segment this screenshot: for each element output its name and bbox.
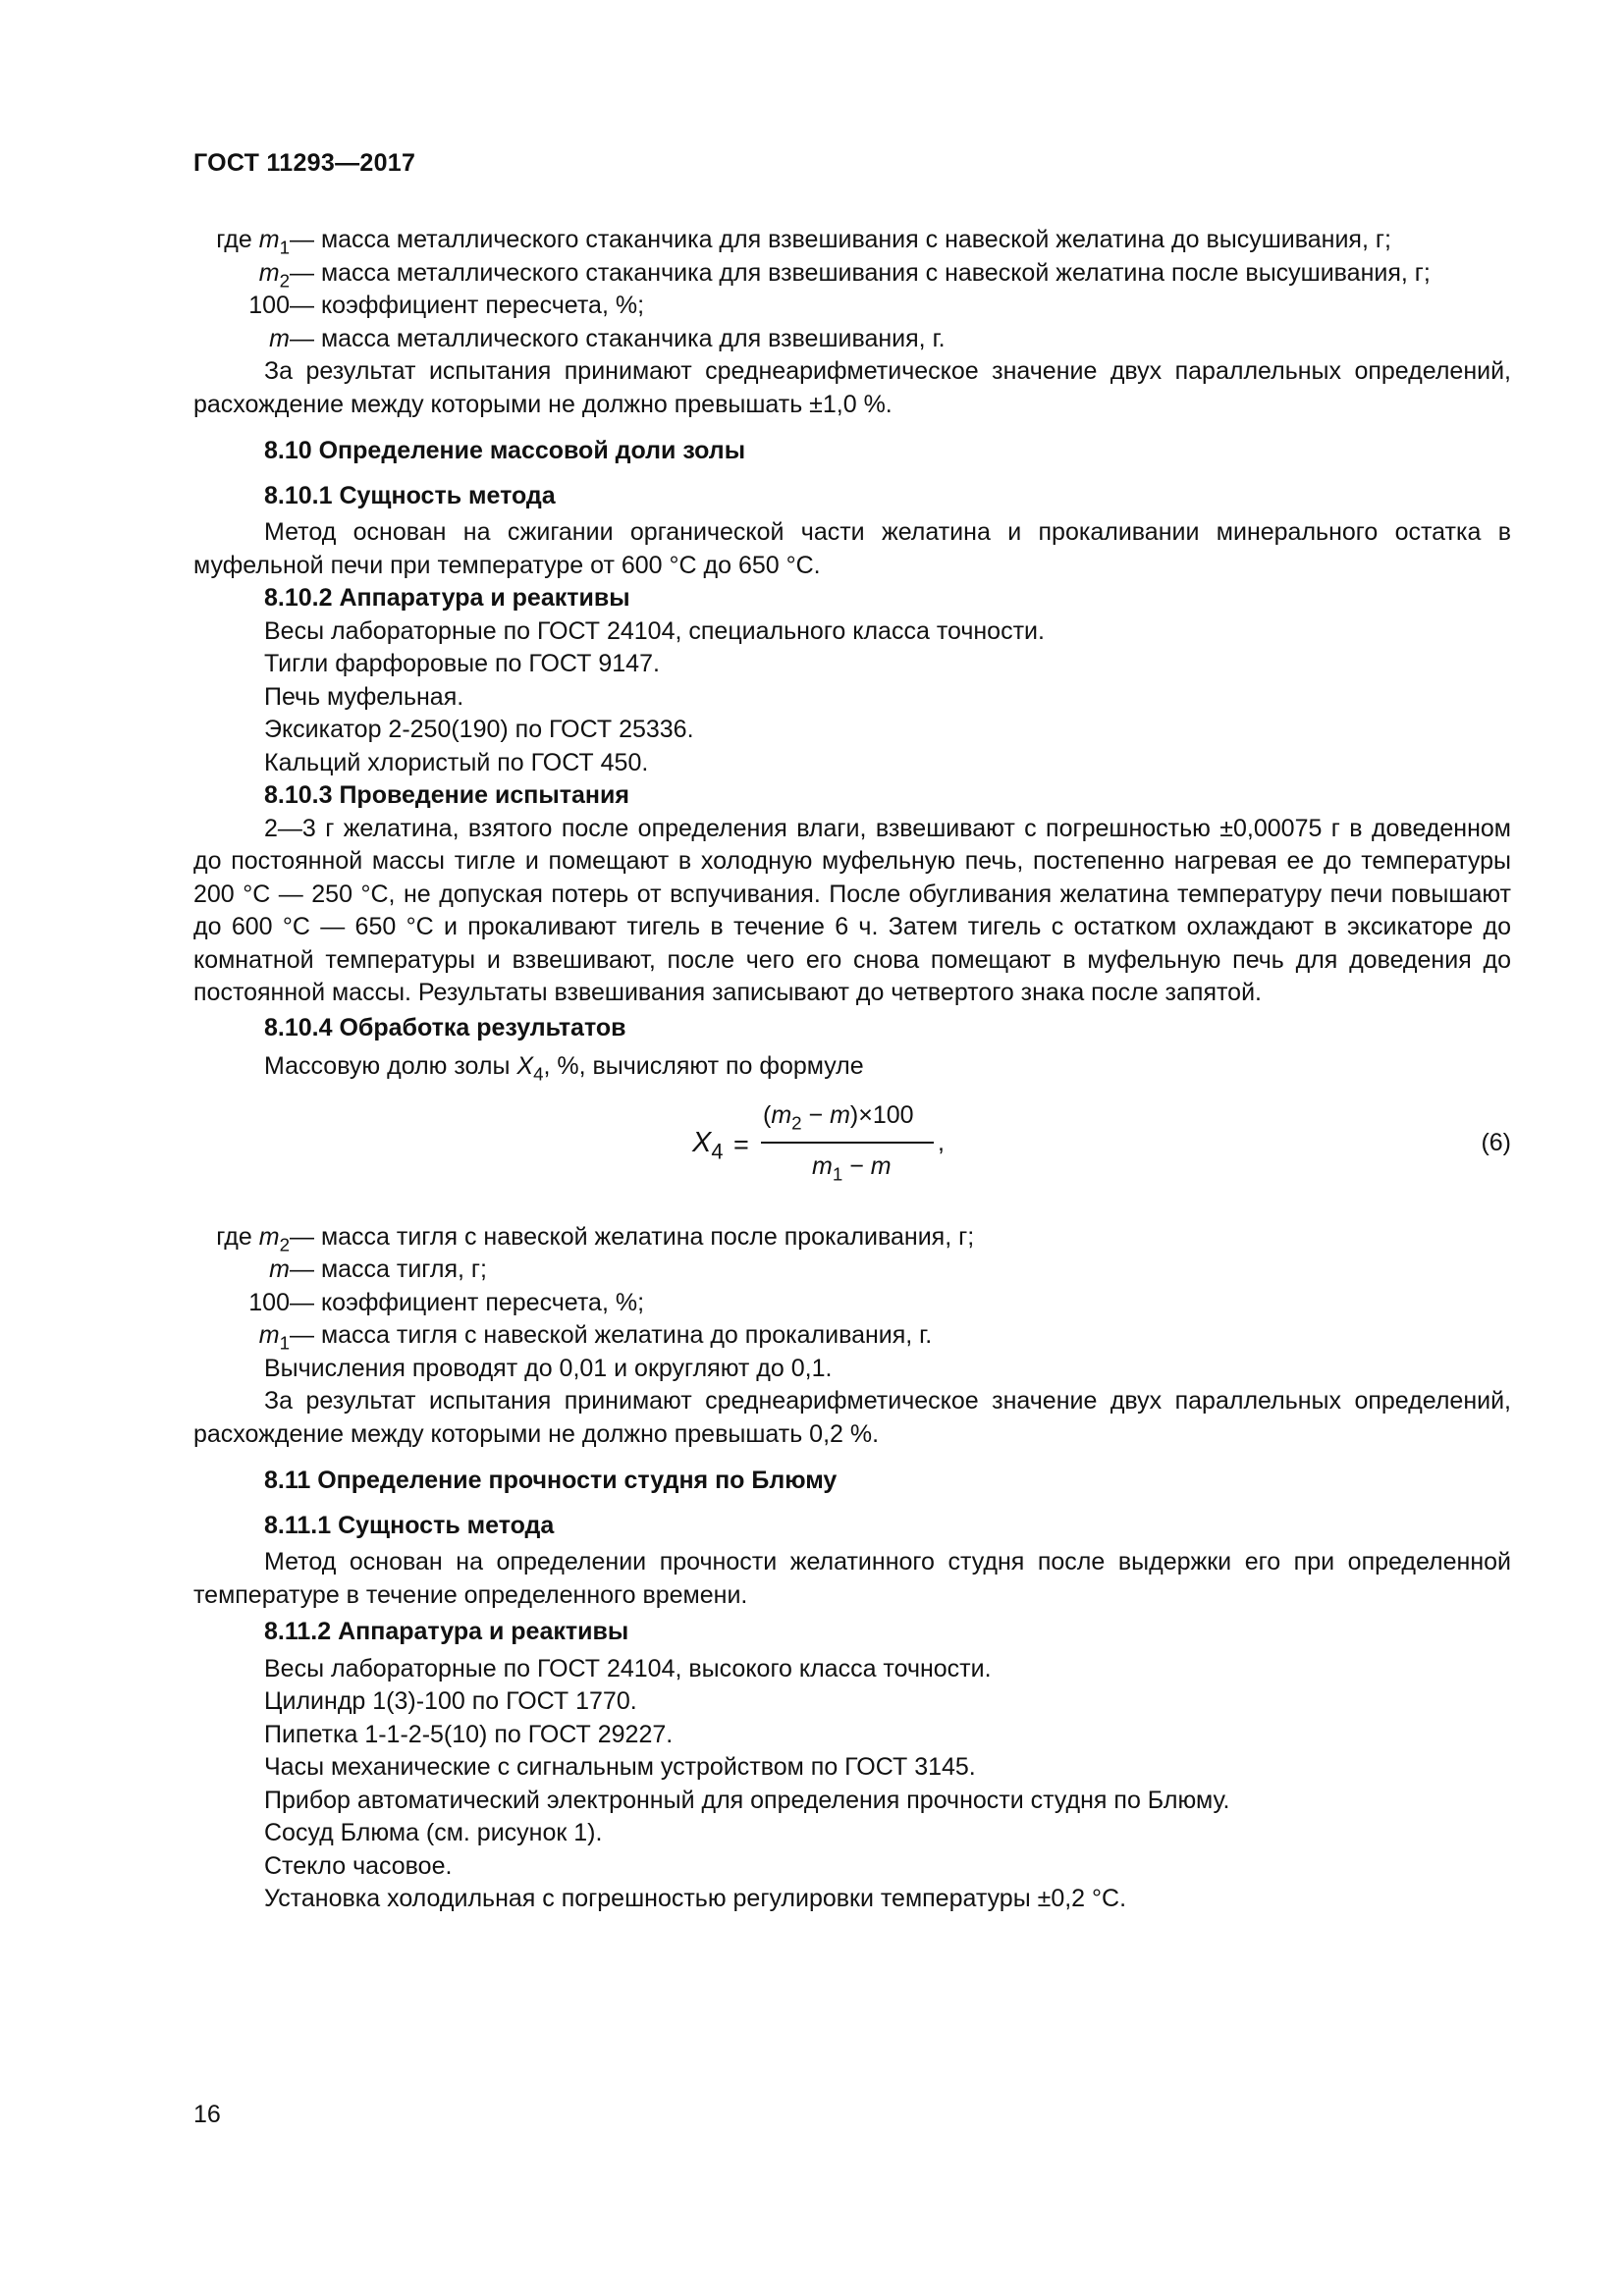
- list-item: Эксикатор 2-250(190) по ГОСТ 25336.: [264, 716, 694, 743]
- list-item: Весы лабораторные по ГОСТ 24104, специального класса точности.: [264, 616, 1045, 645]
- equipment-list: [193, 1653, 1511, 1916]
- subsection-heading-8-10-4: 8.10.4 Обработка результатов: [264, 1013, 626, 1041]
- definition-row: где $m_1$ — масса металлического стаканчика для взвешивания с навеской желатина до высушивания, г;: [216, 226, 1391, 258]
- formula-intro: Массовую долю золы $X_4$, %, вычисляют по формуле: [264, 1052, 864, 1085]
- method-essence-paragraph: Метод основан на определении прочности желатинного студня после выдержки его при определенной температуре в течение определенного времени.: [193, 1548, 1511, 1609]
- formula-denominator: $m_1 - m$: [812, 1151, 892, 1185]
- section-heading-8-11: 8.11 Определение прочности студня по Блюму: [264, 1467, 838, 1494]
- procedure-paragraph: 2—3 г желатина, взятого после определения влаги, взвешивают с погрешностью ±0,00075 г в доведенном до постоянной массы тигле и помещают в холодную муфельную печь, постепенно нагревая ее до температуры 200 °С — 250 °С, не допуская потерь от вспучивания. После обугливания желатина температуру печи повышают до 600 °С — 650 °С и прокаливают тигель в течение 6 ч. Затем тигель с остатком охлаждают в эксикаторе до комнатной температуры и взвешивают, после чего его снова помещают в муфельную печь для доведения до постоянной массы. Результаты взвешивания записывают до четвертого знака после запятой.: [193, 814, 1511, 1006]
- list-item: Часы механические с сигнальным устройством по ГОСТ 3145.: [264, 1753, 976, 1781]
- definition-row: $m_2$ — масса металлического стаканчика для взвешивания с навеской желатина после высушивания, г;: [258, 258, 1431, 292]
- formula-lhs: $X_4$: [692, 1126, 724, 1164]
- fraction-bar: [761, 1142, 934, 1144]
- definition-row: 100 — коэффициент пересчета, %;: [248, 292, 645, 319]
- definition-row: m — масса тигля, г;: [269, 1255, 487, 1283]
- method-essence-paragraph: Метод основан на сжигании органической части желатина и прокаливании минерального остатка в муфельной печи при температуре от 600 °С до 650 °С.: [193, 518, 1511, 579]
- result-paragraph: За результат испытания принимают среднеарифметическое значение двух параллельных определений, расхождение между которыми не должно превышать 0,2 %.: [193, 1387, 1511, 1448]
- list-item: Установка холодильная с погрешностью регулировки температуры ±0,2 °С.: [264, 1885, 1127, 1912]
- definition-row: где $m_2$ — масса тигля с навеской желатина после прокаливания, г;: [216, 1222, 975, 1255]
- variable-definitions-1: [193, 224, 1511, 355]
- subsection-heading-8-10-1: 8.10.1 Сущность метода: [264, 481, 556, 509]
- list-item: Сосуд Блюма (см. рисунок 1).: [264, 1819, 603, 1846]
- definition-row: 100 — коэффициент пересчета, %;: [248, 1288, 645, 1316]
- subsection-heading-8-11-1: 8.11.1 Сущность метода: [264, 1511, 555, 1539]
- document-header: ГОСТ 11293—2017: [193, 149, 416, 177]
- equipment-list: [193, 615, 1511, 780]
- list-item: Кальций хлористый по ГОСТ 450.: [264, 748, 649, 776]
- list-item: Пипетка 1-1-2-5(10) по ГОСТ 29227.: [264, 1720, 674, 1748]
- equation-number: (6): [1481, 1128, 1511, 1156]
- result-paragraph: За результат испытания принимают среднеарифметическое значение двух параллельных определений, расхождение между которыми не должно превышать ±1,0 %.: [193, 357, 1511, 418]
- list-item: Печь муфельная.: [264, 682, 464, 711]
- section-heading-8-10: 8.10 Определение массовой доли золы: [264, 437, 746, 464]
- definition-row: $m_1$ — масса тигля с навеской желатина до прокаливания, г.: [258, 1321, 933, 1354]
- list-item: Стекло часовое.: [264, 1851, 453, 1880]
- formula-numerator: $(m_2 - m)\times 100$: [763, 1100, 914, 1134]
- variable-definitions-2: [193, 1221, 1511, 1353]
- formula-6: [193, 1094, 1511, 1209]
- subsection-heading-8-11-2: 8.11.2 Аппаратура и реактивы: [264, 1618, 629, 1645]
- definition-row: m — масса металлического стаканчика для взвешивания, г.: [269, 324, 946, 352]
- page-number: 16: [193, 2101, 221, 2128]
- list-item: Тигли фарфоровые по ГОСТ 9147.: [264, 650, 660, 677]
- subsection-heading-8-10-2: 8.10.2 Аппаратура и реактивы: [264, 584, 630, 612]
- formula-equals: =: [733, 1129, 749, 1159]
- calculation-note: Вычисления проводят до 0,01 и округляют до 0,1.: [264, 1354, 833, 1382]
- list-item: Цилиндр 1(3)-100 по ГОСТ 1770.: [264, 1687, 637, 1715]
- subsection-heading-8-10-3: 8.10.3 Проведение испытания: [264, 781, 629, 809]
- list-item: Прибор автоматический электронный для определения прочности студня по Блюму.: [264, 1786, 1230, 1814]
- page-content: [193, 224, 1511, 1916]
- formula-comma: ,: [938, 1128, 945, 1156]
- list-item: Весы лабораторные по ГОСТ 24104, высокого класса точности.: [264, 1654, 992, 1682]
